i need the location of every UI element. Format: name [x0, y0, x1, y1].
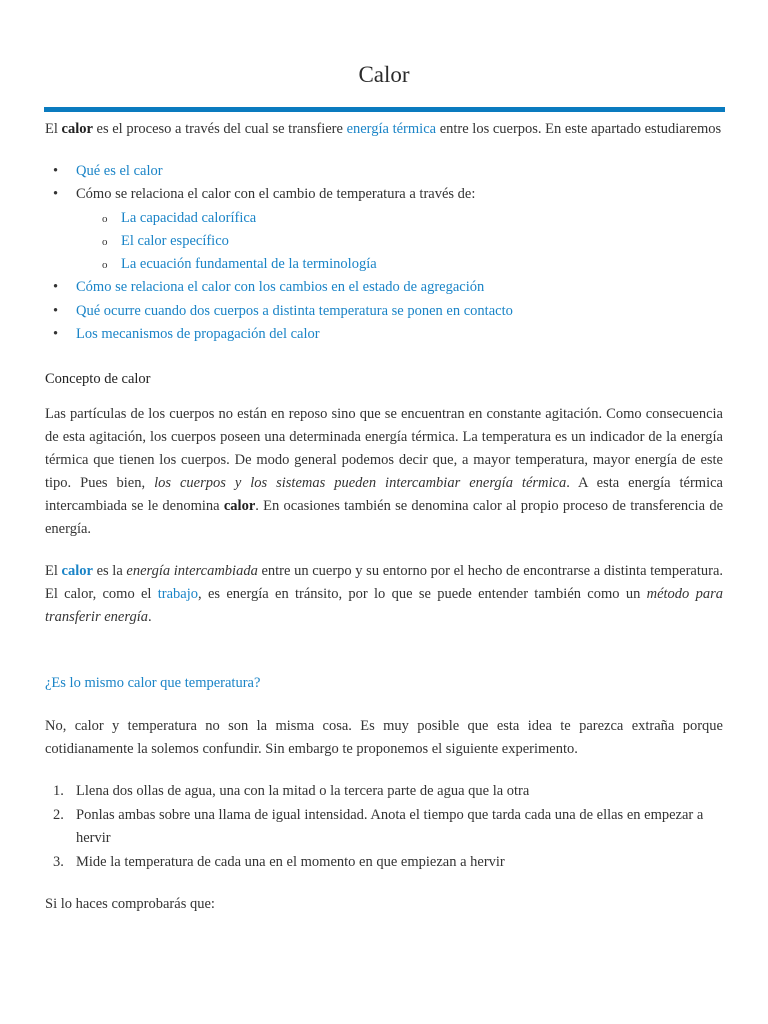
table-of-contents [45, 160, 723, 346]
toc-item [45, 323, 723, 346]
experiment-steps [45, 780, 723, 874]
section-heading-pregunta: ¿Es lo mismo calor que temperatura? [45, 675, 261, 692]
title-divider [44, 107, 725, 112]
toc-item [45, 300, 723, 323]
toc-subitem [45, 207, 723, 230]
toc-link-capacidad-calorifica[interactable]: La capacidad calorífica [121, 209, 257, 226]
toc-item [45, 276, 723, 299]
intro-paragraph: El calor es el proceso a través del cual se transfiere energía térmica entre los cuerpos. En este apartado estudiaremos [45, 121, 722, 137]
concept-paragraph-1: Las partículas de los cuerpos no están en reposo sino que se encuentran en constante agitación. Como consecuencia de esta agitación, los cuerpos poseen una determinada energía térmica. La temperatura es un indicador de la energía térmica que tienen los cuerpos. De modo general podemos decir que, a mayor temperatura, mayor energía de este tipo. Pues bien, los cuerpos y los sistemas pueden intercambiar energía térmica. A esta energía térmica intercambiada se le denomina calor. En ocasiones también se denomina calor al propio proceso de transferencia de energía. [45, 406, 723, 538]
toc-link-contacto[interactable]: Qué ocurre cuando dos cuerpos a distinta temperatura se ponen en contacto [76, 302, 513, 319]
toc-item: • Cómo se relaciona el calor con el cambio de temperatura a través de: [45, 183, 723, 206]
article-body [45, 118, 723, 916]
toc-link-estado-agregacion[interactable]: Cómo se relaciona el calor con los cambios en el estado de agregación [76, 279, 485, 296]
section-heading-concepto: Concepto de calor [45, 371, 151, 388]
list-item: 1. Llena dos ollas de agua, una con la mitad o la tercera parte de agua que la otra [53, 783, 530, 800]
toc-subitem [45, 253, 723, 276]
toc-link-que-es-el-calor[interactable]: Qué es el calor [76, 163, 163, 179]
page-title: Calor [358, 62, 410, 87]
question-paragraph: No, calor y temperatura no son la misma cosa. Es muy posible que esta idea te parezca extraña porque cotidianamente la solemos confundir. Sin embargo te proponemos el siguiente experimento. [45, 718, 723, 758]
toc-subitem [45, 230, 723, 253]
intro-bold-calor: calor [61, 121, 93, 137]
link-trabajo[interactable]: trabajo [157, 586, 199, 603]
concept-paragraph-2: El calor es la energía intercambiada entre un cuerpo y su entorno por el hecho de encontrarse a distinta temperatura. El calor, como el trabajo, es energía en tránsito, por lo que se puede entender también como un método para transferir energía. [45, 563, 724, 626]
toc-link-ecuacion-fundamental[interactable]: La ecuación fundamental de la terminología [121, 256, 377, 273]
toc-link-calor-especifico[interactable]: El calor específico [121, 232, 229, 249]
link-energia-termica[interactable]: energía térmica [346, 121, 437, 137]
link-calor[interactable]: calor [61, 563, 93, 580]
toc-item [45, 160, 723, 183]
list-item: 2. Ponlas ambas sobre una llama de igual intensidad. Anota el tiempo que tarda cada una de ellas en empezar a hervir [53, 807, 704, 847]
list-item: 3. Mide la temperatura de cada una en el momento en que empiezan a hervir [53, 854, 505, 871]
toc-link-propagacion[interactable]: Los mecanismos de propagación del calor [76, 326, 320, 343]
closing-paragraph: Si lo haces comprobarás que: [45, 896, 215, 913]
